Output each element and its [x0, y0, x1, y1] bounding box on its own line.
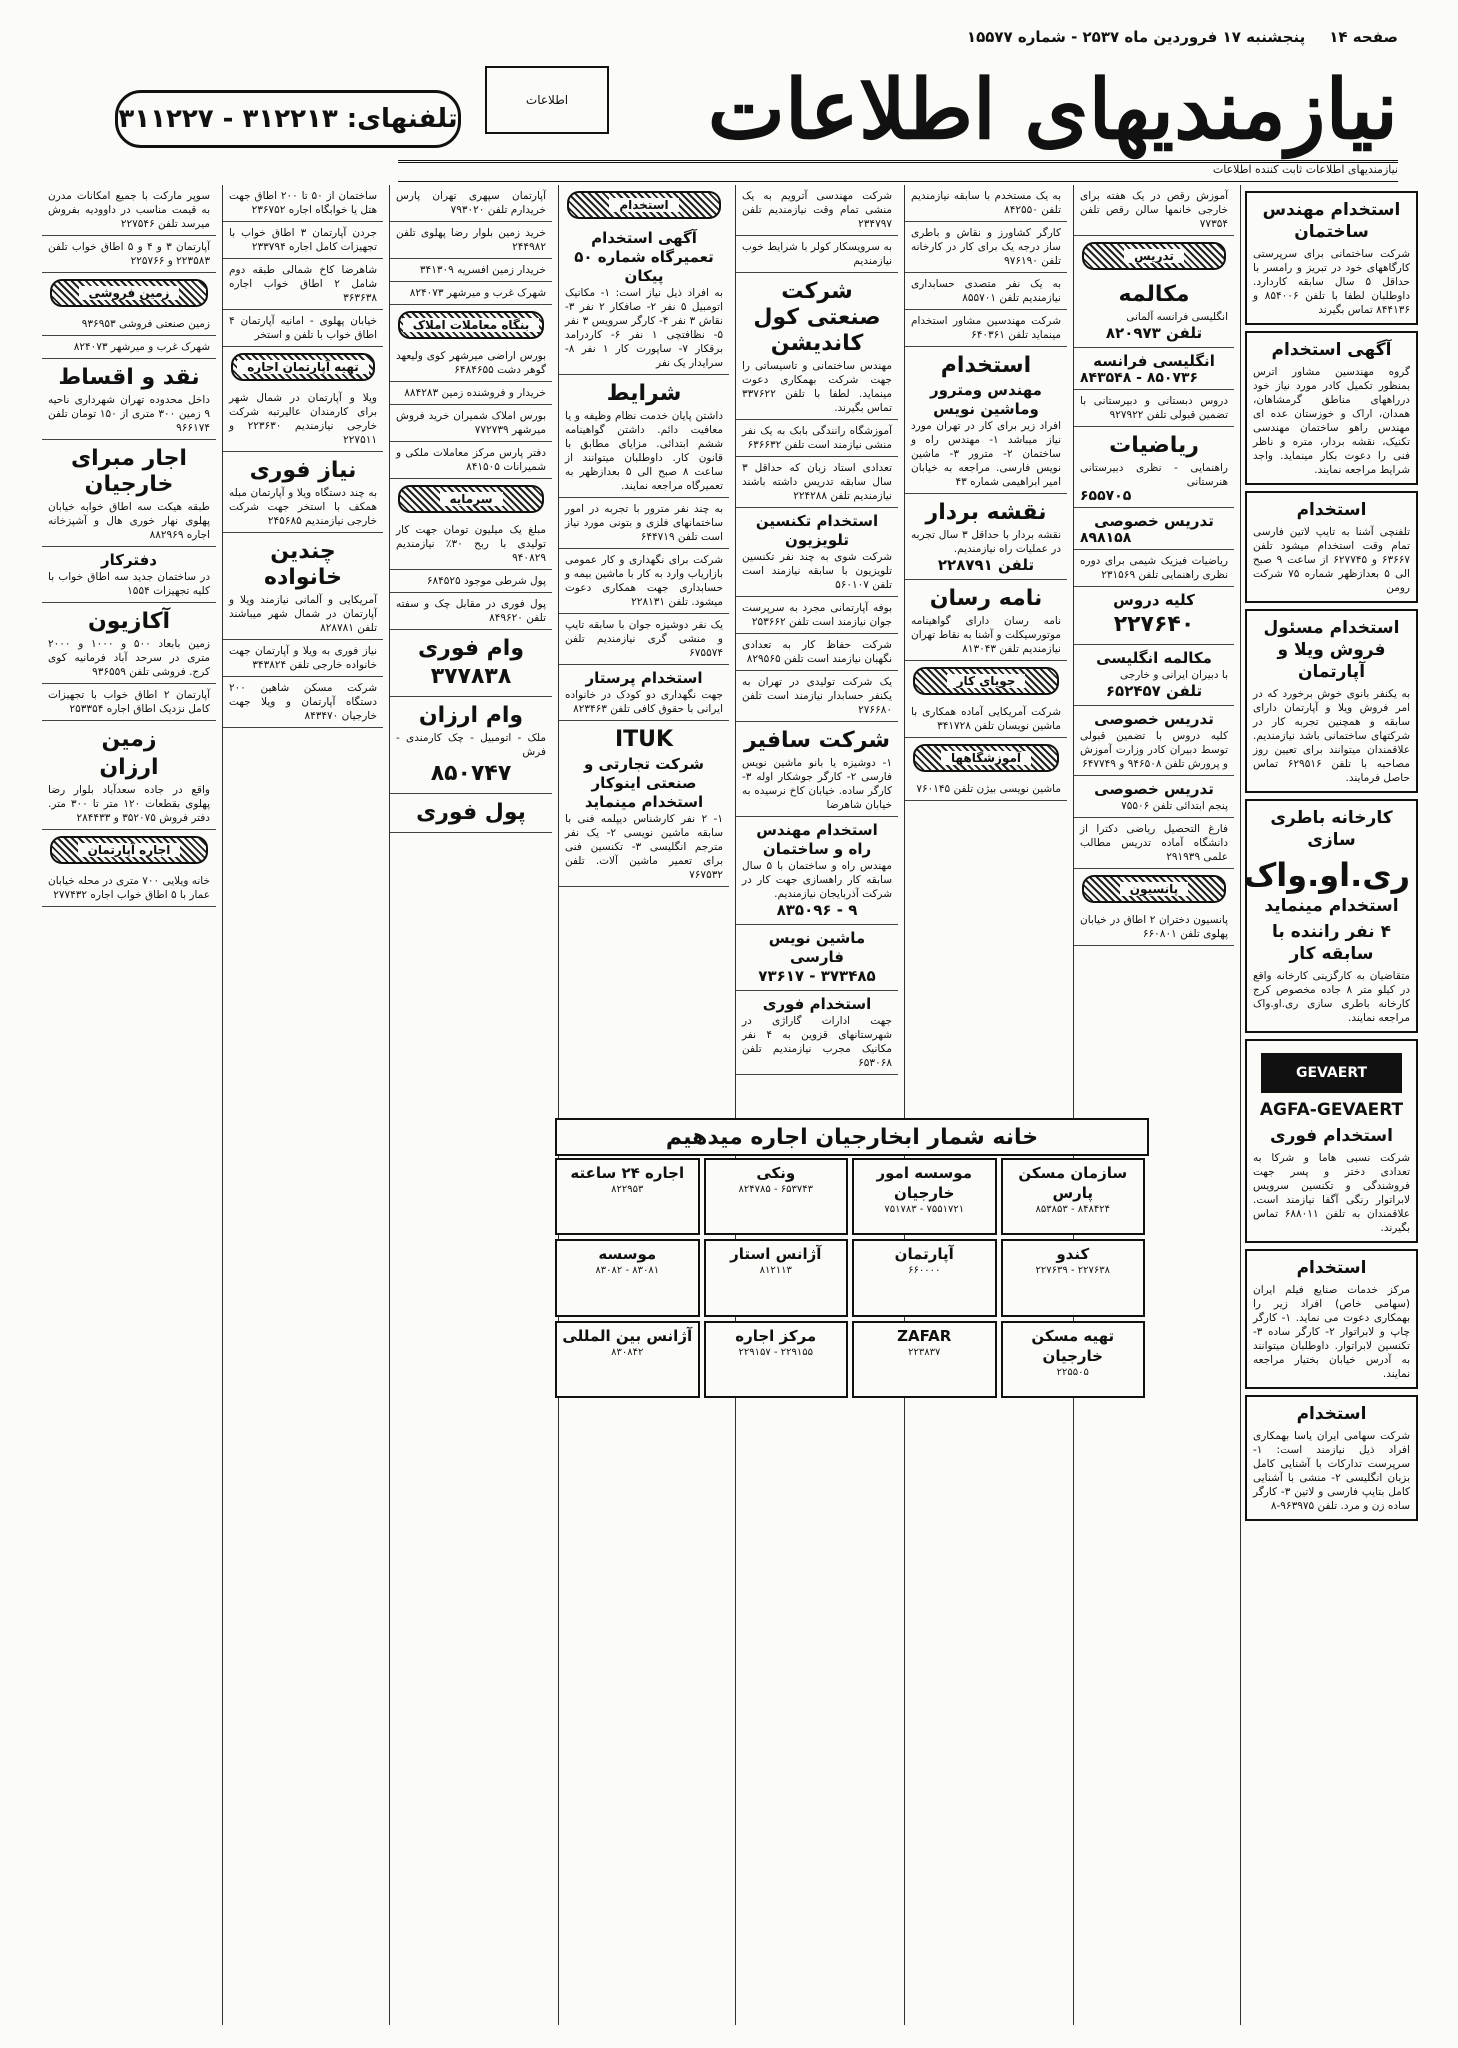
ad-body: شرکت ساختمانی برای سرپرستی کارگاههای خود در تبریز و رامسر با حداقل ۵ سال سابقه کاردارد. داوطلبان لطفا با تلفن ۸۵۴۰۰۶ و ۸۴۴۱۳۶ تماس بگیرند — [1253, 248, 1410, 316]
section-banner-pension: پانسیون — [1082, 875, 1226, 903]
ad-physics: ریاضیات فیزیک شیمی برای دوره نظری راهنمایی تلفن ۲۳۱۵۶۹ — [1074, 550, 1234, 587]
ad-cheap-land: زمین ارزان واقع در جاده سعدآباد بلوار رضا پهلوی بقطعات ۱۲۰ متر تا ۳۰۰ متر. دفتر فروش ۳۵۲۰۷۵ و ۲۸۴۴۳۳ — [42, 721, 216, 830]
ad-sub: ۴ نفر راننده با سابقه کار — [1272, 922, 1391, 964]
section-banner-land-sale: زمین فروشی — [50, 279, 208, 307]
rental-agencies-grid — [555, 1158, 1145, 1398]
ad-apartments: آپارتمان ۳ و ۴ و ۵ اطاق خواب تلفن ۲۲۳۵۸۳ و ۲۲۵۷۶۶ — [42, 236, 216, 273]
ad-body: متقاضیان به کارگزینی کارخانه واقع در کیلو متر ۸ جاده مخصوص کرج کارخانه باطری سازی ری.او.واک مراجعه نمایند. — [1253, 970, 1410, 1024]
ad-farm-worker: کارگر کشاورز و نقاش و باطری ساز درجه یک برای کار در کارخانه تلفن ۹۷۶۱۹۰ — [905, 222, 1067, 273]
date-line: پنجشنبه ۱۷ فروردین ماه ۲۵۳۷ - شماره ۱۵۵۷۷ — [966, 28, 1306, 46]
ad-conversation: مکالمه انگلیسی فرانسه آلمانی تلفن ۸۲۰۹۷۳ — [1074, 276, 1234, 348]
section-banner-apartment-rent: اجاره آپارتمان — [50, 836, 208, 864]
ad-marketer: شرکت برای نگهداری و کار عمومی بازاریاب وارد به کار با ماشین بیمه و حسابداری جهت همکاری دعوت میشود. تلفن ۲۲۸۱۳۱ — [559, 549, 729, 614]
agency-ad: تهیه مسکن خارجیان ۲۲۵۵۰۵ — [1001, 1321, 1146, 1398]
ad-accountant: به یک نفر متصدی حسابداری نیازمندیم تلفن ۸۵۵۷۰۱ — [905, 273, 1067, 310]
ad-million-loan: مبلغ یک میلیون تومان جهت کار تولیدی با ربح ۳۰٪ نیازمندیم ۹۴۰۸۲۹ — [390, 519, 552, 570]
agency-ad: آژانس استار ۸۱۲۱۱۳ — [704, 1239, 849, 1316]
masthead — [90, 60, 1398, 180]
ad-language-teacher: تعدادی استاد زبان که حداقل ۳ سال سابقه تدریس داشته باشند نیازمندیم تلفن ۲۲۴۲۸۸ — [736, 457, 898, 508]
ad-persian-typist: ماشین نویس فارسی ۳۷۳۴۸۵ - ۷۳۶۱۷ — [736, 925, 898, 991]
ad-conditions: شرایط داشتن پایان خدمت نظام وظیفه و یا معافیت دائم. داشتن گواهینامه ششم ابتدائی. مزایای مطابق با قانون کار. داوطلبان میتوانند از ساعت ۸ صبح الی ۵ بعدازظهر به تعمیرگاه مراجعه نمایند. — [559, 375, 729, 498]
ad-quick-money: پول فوری در مقابل چک و سفته تلفن ۸۴۹۶۲۰ — [390, 593, 552, 630]
ad-villa-north: ویلا و آپارتمان در شمال شهر برای کارمندان عالیرتبه شرکت خارجی نیازمندیم ۲۲۳۶۳۰ و ۲۲۷۵۱۱ — [223, 387, 383, 452]
ad-private-tutor: تدریس خصوصی ۸۹۸۱۵۸ — [1074, 508, 1234, 550]
ad-road-engineer: استخدام مهندس راه و ساختمان مهندس راه و ساختمان با ۵ سال سابقه کار راهسازی جهت کار در شرکت آذربایجان نیازمندیم. ۹ - ۸۳۵۰۹۶ — [736, 817, 898, 925]
ad-afsariyeh-buyer: خریدار زمین افسریه ۳۴۱۳۰۹ — [390, 259, 552, 282]
ad-rent-foreigners: اجار مبرای خارجیان طبقه هیکت سه اطاق خوابه خیابان پهلوی نهار خوری هال و آشپزخانه اجاره ۸۸۲۹۶۹ — [42, 440, 216, 547]
ad-peykan-garage: آگهی استخدام تعمیرگاه شماره ۵۰ پیکان به افراد ذیل نیاز است: ۱- مکانیک اتومبیل ۵ نفر ۲- صافکار ۲ نفر ۳- نقاش ۳ نفر ۴- کارگر سرویس ۳ نفر ۵- نظافتچی ۱ نفر ۶- کاردرامد برقکار ۷- ساپورت کار ۱ نفر ۸- سرایدار یک نفر — [559, 225, 729, 375]
ad-consultants: شرکت مهندسین مشاور استخدام مینماید تلفن ۶۴۰۳۶۱ — [905, 310, 1067, 347]
section-banner-capital: سرمایه — [398, 485, 544, 513]
ad-hotel-building: ساختمان از ۵۰ تا ۲۰۰ اطاق جهت هتل یا خوابگاه اجاره ۲۳۶۷۵۲ — [223, 185, 383, 222]
ad-surveyor: نقشه بردار نقشه بردار با حداقل ۳ سال تجربه در عملیات راه نیازمندیم. تلفن ۲۲۸۷۹۱ — [905, 494, 1067, 580]
agency-ad: اجاره ۲۴ ساعته ۸۲۲۹۵۳ — [555, 1158, 700, 1235]
ad-fifth-grade: تدریس خصوصی پنجم ابتدائی تلفن ۷۵۵۰۶ — [1074, 776, 1234, 818]
ad-foreign-family: نیاز فوری به ویلا و آپارتمان جهت خانواده خارجی تلفن ۳۴۳۸۲۴ — [223, 640, 383, 677]
ad-title: استخدام — [1296, 1404, 1367, 1424]
ad-supermarket: سوپر مارکت با جمیع امکانات مدرن به قیمت مناسب در داوودیه بفروش میرسد تلفن ۲۲۷۵۴۶ — [42, 185, 216, 236]
ad-title: استخدام فوری — [1270, 1126, 1393, 1146]
ad-title: استخدام — [1296, 500, 1367, 520]
column-5 — [558, 185, 729, 2025]
ad-telephonist — [1245, 491, 1418, 603]
ad-jordan-apartment: جردن آپارتمان ۳ اطاق خواب با تجهیزات کامل اجاره ۲۳۳۷۹۴ — [223, 222, 383, 259]
ad-american-company: شرکت آمریکایی آماده همکاری با ماشین نویسان تلفن ۳۴۱۷۲۸ — [905, 701, 1067, 738]
agency-ad: سازمان مسکن پارس ۸۴۸۴۲۴ - ۸۵۳۸۵۳ — [1001, 1158, 1146, 1235]
ad-conditional-money: پول شرطی موجود ۶۸۴۵۲۵ — [390, 570, 552, 593]
ad-land-trader: خریدار و فروشنده زمین ۸۸۴۲۸۳ — [390, 382, 552, 405]
section-banner-realestate: بنگاه معاملات املاک — [398, 311, 544, 339]
ad-guard: شرکت حفاظ کار به تعدادی نگهبان نیازمند است تلفن ۸۲۹۵۶۵ — [736, 634, 898, 671]
ad-body: شرکت نسبی هاما و شرکا به تعدادی دختر و پسر جهت فروشندگی و تکنسین سرویس لابراتوار رنگی آگفا نیازمند است. علاقمندان به تلفن ۶۸۸۰۱۱ تماس بگیرند. — [1253, 1152, 1410, 1234]
column-4 — [735, 185, 898, 2025]
ad-atrium: شرکت مهندسی آترویم به یک منشی تمام وقت نیازمندیم تلفن ۲۳۴۷۹۷ — [736, 185, 898, 236]
ad-urgent-mechanics: استخدام فوری جهت ادارات گاراژی در شهرستانهای قزوین به ۴ نفر مکانیک مجرب نیازمندیم تلفن ۶۵۳۰۶۸ — [736, 991, 898, 1075]
ad-shahreza: شاهرضا کاخ شمالی طبقه دوم شامل ۲ اطاق خواب اجاره ۳۶۳۶۳۸ — [223, 259, 383, 310]
ad-title: استخدام — [1296, 1258, 1367, 1278]
agency-ad: آپارتمان ۶۶۰۰۰۰ — [852, 1239, 997, 1316]
ad-dance: آموزش رقص در یک هفته برای خارجی خانمها سالن رقص تلفن ۷۷۳۵۴ — [1074, 185, 1234, 236]
agency-ad: آژانس بین المللی ۸۳۰۸۴۲ — [555, 1321, 700, 1398]
ad-phd-tutor: فارغ التحصیل ریاضی دکترا از دانشگاه آماده تدریس مطالب علمی ۲۹۱۹۳۹ — [1074, 818, 1234, 869]
ad-fast-money: پول فوری — [390, 794, 552, 833]
masthead-subtitle: نیازمندیهای اطلاعات ثابت کننده اطلاعات — [398, 160, 1398, 182]
ad-quick-loan: وام فوری ۳۷۷۸۳۸ — [390, 630, 552, 697]
ad-civil-engineer — [1245, 191, 1418, 325]
ad-courier: نامه رسان نامه رسان دارای گواهینامه موتورسیکلت و آشنا به نقاط تهران نیازمندیم تلفن ۸۱۳۰۴۳ — [905, 580, 1067, 661]
ituk-logo: ITUK — [614, 727, 674, 752]
ad-english-french: انگلیسی فرانسه ۸۴۳۵۴۸ - ۸۵۰۷۳۶ — [1074, 348, 1234, 390]
ad-shahrak-gharb: شهرک غرب و میرشهر ۸۲۴۰۷۳ — [42, 336, 216, 359]
ad-cheap-loan: وام ارزان ملک - اتومبیل - چک کارمندی - فرش ۸۵۰۷۴۷ — [390, 697, 552, 794]
ad-office: دفترکار در ساختمان جدید سه اطاق خواب با کلیه تجهیزات ۱۵۵۴ — [42, 547, 216, 603]
section-banner-employment: استخدام — [567, 191, 721, 219]
column-6 — [389, 185, 552, 2025]
ad-young-typist: یک نفر دوشیزه جوان با سابقه تایپ و منشی گری نیازمندیم تلفن ۶۷۵۵۷۴ — [559, 614, 729, 665]
ad-title: استخدام مسئول فروش ویلا و آپارتمان — [1263, 618, 1400, 682]
column-8 — [42, 185, 216, 2025]
ad-agfa-gevaert — [1245, 1039, 1418, 1243]
ad-families: چندین خانواده آمریکایی و آلمانی نیازمند ویلا و آپارتمان در شمال شهر میباشند تلفن ۸۲۸۷۸۱ — [223, 533, 383, 640]
ad-shahrak: شهرک غرب و میرشهر ۸۲۴۰۷۳ — [390, 282, 552, 305]
ad-cooler-service: به سرویسکار کولر با شرایط خوب نیازمندیم — [736, 236, 898, 273]
ad-land-buyer: خرید زمین بلوار رضا پهلوی تلفن ۲۴۴۹۸۲ — [390, 222, 552, 259]
agency-ad: مرکز اجاره ۲۲۹۱۵۵ - ۲۲۹۱۵۷ — [704, 1321, 849, 1398]
ad-driving-school: آموزشگاه رانندگی بابک به یک نفر منشی نیازمند است تلفن ۶۳۶۶۳۲ — [736, 420, 898, 457]
ad-title: استخدام مهندس ساختمان — [1262, 200, 1401, 242]
ad-body: گروه مهندسین مشاور اترس بمنظور تکمیل کادر مورد نیاز خود درراههای مناطق گرمشاهان، همدان، اراک و خوزستان عده ای مهندس راهو ساختمان مهندسی تکنیک، نقشه بردار، متره و ناظر فنی را دعوت بکار مینماید. واجد شرایط مراجعه نمایند. — [1253, 366, 1410, 476]
ad-apartment-buyer: آپارتمان سپهری تهران پارس خریدارم تلفن ۷۹۳۰۲۰ — [390, 185, 552, 222]
column-3 — [904, 185, 1067, 2025]
ad-line: استخدام مینماید — [1264, 896, 1399, 916]
ad-english-conversation: مکالمه انگلیسی با دبیران ایرانی و خارجی تلفن ۶۵۲۴۵۷ — [1074, 645, 1234, 706]
ad-body: شرکت سهامی ایران یاسا بهمکاری افراد ذیل نیازمند است: ۱- سرپرست تدارکات با آشنایی کامل بزبان انگلیسی ۲- منشی با آشنایی کامل بتایپ فارسی و لاتین ۳- کارگر ساده زن و مرد. تلفن ۹۶۳۹۷۵-۸ — [1253, 1430, 1411, 1512]
ad-brand: ری.او.واک — [1243, 856, 1410, 894]
ad-body: تلفنچی آشنا به تایپ لاتین فارسی تمام وقت استخدام میشود تلفن ۶۳۶۶۷ و ۶۲۷۷۴۵ از ساعت ۹ صبح الی ۵ بعدازظهر شماره ۷۵ شرکت رومن — [1253, 526, 1411, 594]
agency-ad: ونکی ۶۵۳۷۴۳ - ۸۲۴۷۸۵ — [704, 1158, 849, 1235]
ad-land-bourse: بورس اراضی میرشهر کوی ولیعهد گوهر دشت ۶۴۸۴۶۵۵ — [390, 345, 552, 382]
ad-film-industry — [1245, 1249, 1418, 1389]
ad-title: آگهی استخدام — [1271, 340, 1392, 360]
ad-battery-factory — [1245, 799, 1418, 1033]
section-banner-job-seekers: جویای کار — [913, 667, 1059, 695]
ettelaat-emblem-icon: اطلاعات — [485, 66, 609, 134]
ad-pahlavi-amanieh: خیابان پهلوی - امانیه آپارتمان ۴ اطاق خواب با تلفن و استخر — [223, 310, 383, 347]
agency-ad: موسسه ۸۳۰۸۱ - ۸۳۰۸۲ — [555, 1239, 700, 1316]
section-banner-schools: آموزشگاهها — [913, 744, 1059, 772]
ad-body: به یکنفر بانوی خوش برخورد که در امر فروش ویلا و آپارتمان دارای سابقه و همچنین تجربه کار در شرکتهای ساختمانی باشد نیازمندیم. علاقمندان میتوانند برای تعیین روز مصاحبه با تلفن ۶۲۹۵۱۶ تماس حاصل فرمایند. — [1253, 688, 1410, 784]
ad-cool-condition: شرکت صنعتی کول کاندیشن مهندس ساختمانی و تاسیساتی را جهت شرکت بهمکاری دعوت مینماید. لطفا با تلفن ۳۳۷۶۲۲ تماس بگیرند. — [736, 273, 898, 420]
ad-body: مرکز خدمات صنایع فیلم ایران (سهامی خاص) افراد زیر را بهمکاری دعوت می نماید. ۱- کارگر چاپ و لابراتوار ۲- کارگر ساده ۳- تکنسین لابراتوار. داوطلبان میتوانند به آدرس خیابان بختیار مراجعه نمایند. — [1253, 1284, 1411, 1380]
column-2 — [1073, 185, 1234, 2025]
ad-saphir: شرکت سافیر ۱- دوشیزه یا بانو ماشین نویس فارسی ۲- کارگر جوشکار اوله ۳- کارگر ساده. خیابان کاخ نرسیده به خیابان شاهرضا — [736, 722, 898, 817]
agency-ad: موسسه امور خارجیان ۷۵۵۱۷۲۱ - ۷۵۱۷۸۳ — [852, 1158, 997, 1235]
ad-school-lessons: دروس دبستانی و دبیرستانی با تضمین قبولی تلفن ۹۲۷۹۲۲ — [1074, 390, 1234, 427]
ad-urgent-need: نیاز فوری به چند دستگاه ویلا و آپارتمان مبله همکف با استخر جهت شرکت خارجی نیازمندیم ۲۴۵۶۸۵ — [223, 452, 383, 533]
ad-typing-school: ماشین نویسی بیژن تلفن ۷۶۰۱۴۵ — [905, 778, 1067, 801]
ad-shemiran-bourse: بورس املاک شمیران خرید فروش میرشهر ۷۷۲۷۳۹ — [390, 405, 552, 442]
column-7 — [222, 185, 383, 2025]
ad-villa-rent: خانه ویلایی ۷۰۰ متری در محله خیابان عمار با ۵ اطاق خواب اجاره ۲۷۷۴۳۲ — [42, 870, 216, 907]
ad-employment-notice — [1245, 331, 1418, 485]
ad-iran-yasa — [1245, 1395, 1418, 1521]
classifieds-columns — [42, 185, 1422, 2025]
ad-all-subjects: کلیه دروس ۲۲۷۶۴۰ — [1074, 587, 1234, 645]
ad-shahin-housing: شرکت مسکن شاهین ۲۰۰ دستگاه آپارتمان و ویلا جهت خارجیان ۸۴۳۴۷۰ — [223, 677, 383, 728]
ad-production-accountant: یک شرکت تولیدی در تهران به یکنفر حسابدار نیازمند است تلفن ۲۷۶۶۸۰ — [736, 671, 898, 722]
ad-occasion: آکازیون زمین بابعاد ۵۰۰ و ۱۰۰۰ و ۲۰۰۰ متری در سرحد آباد فرمانیه کوی کرج. فروشی تلفن ۹۳۶۵۵۹ — [42, 603, 216, 684]
section-banner-rent-wanted: تهیه آپارتمان اجاره — [231, 353, 375, 381]
ad-buffet: بوفه آپارتمانی مجرد به سرپرست جوان نیازمند است تلفن ۲۵۳۶۶۲ — [736, 597, 898, 634]
ad-girls-pension: پانسیون دختران ۲ اطاق در خیابان پهلوی تلفن ۶۶۰۸۰۱ — [1074, 909, 1234, 946]
agency-ad: ZAFAR ۲۲۳۸۳۷ — [852, 1321, 997, 1398]
ad-logo-text: AGFA-GEVAERT — [1259, 1100, 1404, 1120]
gevaert-logo: GEVAERT — [1261, 1053, 1402, 1093]
ad-cash-installments: نقد و اقساط داخل محدوده تهران شهرداری ناحیه ۹ زمین ۳۰۰ متری از ۱۵۰ تومان تلفن ۹۶۶۱۷۴ — [42, 359, 216, 440]
phones-box: تلفنهای: ۳۱۲۲۱۳ - ۳۱۱۲۲۷ — [115, 90, 461, 148]
ad-inokar: ITUK شرکت تجارتی و صنعتی اینوکار استخدام مینماید ۱- ۲ نفر کارشناس دیپلمه فنی با سابقه ماشین نویسی ۲- یک نفر مترجم انگلیسی ۳- تکنسین فنی برای تعمیر ماشین آلات. تلفن ۷۶۷۵۳۲ — [559, 721, 729, 887]
issue-line — [900, 28, 1398, 46]
rental-agencies-banner: خانه شمار ابخارجیان اجاره میدهیم — [555, 1118, 1149, 1156]
masthead-title: نیازمندیهای اطلاعات — [707, 62, 1398, 158]
ad-tv-technician: استخدام تکنسین تلویزیون شرکت شوی به چند نفر تکنسین تلویزیون با سابقه نیازمند است تلفن ۵۶۰۱۰۷ — [736, 508, 898, 597]
ad-engineer-typist: استخدام مهندس ومترور وماشین نویس افراد زیر برای کار در تهران مورد نیاز میباشد ۱- مهندس راه و ساختمان ۲- مترور ۳- ماشین نویس فارسی. مراجعه به خیابان امیر ابراهیمی شماره ۴۳ — [905, 347, 1067, 494]
section-banner-teaching: تدریس — [1082, 242, 1226, 270]
ad-pars-office: دفتر پارس مرکز معاملات ملکی و شمیرانات ۸۴۱۵۰۵ — [390, 442, 552, 479]
ad-title: کارخانه باطری سازی — [1270, 808, 1393, 850]
ad-nanny: استخدام پرستار جهت نگهداری دو کودک در خانواده ایرانی با حقوق کافی تلفن ۸۲۳۴۶۳ — [559, 665, 729, 721]
ad-math: ریاضیات راهنمایی - نظری دبیرستانی هنرستانی ۶۵۵۷۰۵ — [1074, 427, 1234, 508]
ad-estimator: به چند نفر مترور با تجربه در امور ساختمانهای فلزی و بتونی مورد نیاز است تلفن ۶۴۴۷۱۹ — [559, 498, 729, 549]
ad-industrial-land: زمین صنعتی فروشی ۹۳۶۹۵۳ — [42, 313, 216, 336]
ad-sales-manager — [1245, 609, 1418, 793]
column-1 — [1240, 185, 1422, 2025]
ad-servant: به یک مستخدم با سابقه نیازمندیم تلفن ۸۴۲۵۵۰ — [905, 185, 1067, 222]
page-label: صفحه ۱۴ — [1329, 28, 1398, 46]
ad-private-lessons: تدریس خصوصی کلیه دروس با تضمین قبولی توسط دبیران کادر وزارت آموزش و پرورش تلفن ۹۴۶۵۰۸ و ۶۴۷۷۴۹ — [1074, 706, 1234, 776]
ad-two-bedroom: آپارتمان ۲ اطاق خواب با تجهیزات کامل نزدیک اطاق اجاره ۲۵۳۳۵۴ — [42, 684, 216, 721]
agency-ad: کندو ۲۲۷۶۳۸ - ۲۲۷۶۳۹ — [1001, 1239, 1146, 1316]
